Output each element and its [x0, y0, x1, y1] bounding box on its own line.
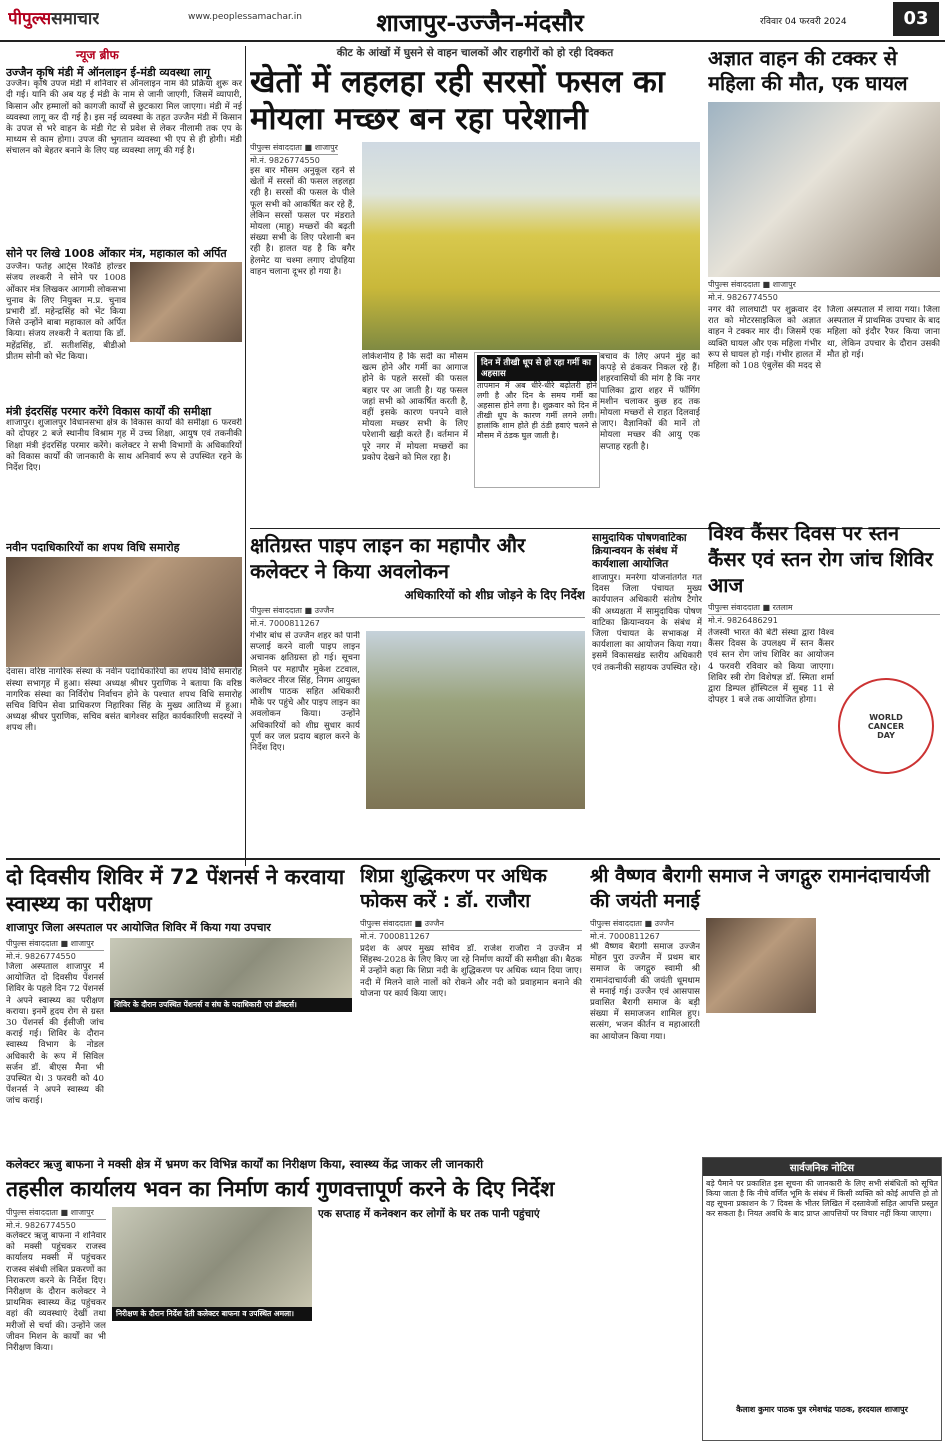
main-col-2-text: लोकेशनीय है कि सर्दी का मौसम खत्म होने और गर्मी का आगाज होने के पहले सरसों की फसल बहार पर आ जाती है। यह फसल जहां सभी को आकर्षित करती है, वहीं इसके कारण पनपने वाले मोयला मच्छर सभी के लिए परेशानी खड़ी करते हैं। वर्तमान में पूरे नगर में मोयला मच्छरों का प्रकोप देखने को मिल रहा है। [362, 352, 468, 463]
section-rule [6, 858, 940, 860]
pipeline-subhead: अधिकारियों को शीघ्र जोड़ने के दिए निर्देश [404, 588, 585, 602]
collector-kicker: कलेक्टर ऋजु बाफना ने मक्सी क्षेत्र में भ्रमण कर विभिन्न कार्यों का निरीक्षण किया, स्वास्थ्य केंद्र जाकर ली जानकारी [6, 1157, 484, 1171]
collector-inner-head: एक सप्ताह में कनेक्शन कर लोगों के घर तक पानी पहुंचाएं [318, 1208, 540, 1220]
main-col-1 [250, 166, 355, 516]
news-brief-column [6, 46, 242, 876]
accident-story [708, 46, 940, 516]
main-col-3 [600, 352, 700, 522]
main-col-3-text: बचाव के लिए अपने मुंह को कपड़े से ढंककर निकल रहे हैं। शहरवासियों की मांग है कि नगर पालिका द्वारा शहर में फॉगिंग मशीन चलाकर कुछ हद तक मोयला मच्छरों से राहत दिलवाई जाए। वैज्ञानिकों की मानें तो मोयला मच्छर की आयु एक सप्ताह रहती है। [600, 352, 700, 452]
website-url[interactable]: www.peoplessamachar.in [188, 12, 302, 22]
news-brief-label: न्यूज ब्रीफ [76, 48, 119, 62]
world-cancer-day-logo [838, 678, 934, 774]
notice-footer: कैलाश कुमार पाठक पुत्र रमेशचंद्र पाठक, हरदयाल शाजापुर [736, 1405, 908, 1414]
pipeline-story [250, 532, 585, 854]
vaishnav-photo [706, 918, 816, 1013]
vaishnav-mobile: मो.नं. 7000811267 [590, 932, 660, 941]
pensioners-photo [110, 938, 352, 998]
brief-body-3: शाजापुर। शुजालपुर विधानसभा क्षेत्र के विकास कार्यों की समीक्षा 6 फरवरी को दोपहर 2 बजे स्थानीय विश्राम गृह में उच्च शिक्षा, आयुष एवं तकनीकी शिक्षा मंत्री इंदरसिंह परमार करेंगे। कलेक्टर ने सभी विभागों के अधिकारियों को विकास कार्यों की जानकारी के साथ अनिवार्य रूप से उपस्थित रहने के निर्देश दिए। [6, 418, 242, 474]
main-col-1-text: इस बार मौसम अनुकूल रहने से खेतों में सरसों की फसल लहलहा रही है। सरसों की फसल के पीले फूल सभी को आकर्षित कर रहे हैं, लेकिन सरसों फसल पर मंडराते मोयला (माहू) मच्छरों की बढ़ती संख्या सभी के लिए परेशानी बन रही है। हालत यह है कि बगैर हेलमेट या चश्मा लगाए दोपहिया वाहन चलाना दूभर हो गया है। [250, 166, 355, 277]
brief-headline-1: उज्जैन कृषि मंडी में ऑनलाइन ई-मंडी व्यवस्था लागू [6, 66, 211, 79]
main-col-2 [362, 352, 468, 522]
pensioners-headline: दो दिवसीय शिविर में 72 पेंशनर्स ने करवाया स्वास्थ्य का परीक्षण [6, 865, 345, 916]
main-mobile: मो.नं. 9826774550 [250, 156, 320, 165]
brief-photo-4 [6, 557, 242, 667]
cancer-byline: पीपुल्स संवाददाता ■ रतलाम [708, 602, 940, 615]
main-headline: खेतों में लहलहा रही सरसों फसल का मोयला मच्छर बन रहा परेशानी [250, 64, 665, 137]
weather-box-text: तापमान में अब धीरे-धीरे बढ़ोतरी होने लगी है और दिन के समय गर्मी का अहसास होने लगा है। शुक्रवार को दिन में तीखी धूप के कारण गर्मी लगने लगी। हालांकि शाम होते ही ठंडी हवाएं चलने से मौसम में ठंडक घुल जाती है। [477, 381, 597, 440]
pensioners-mobile: मो.नं. 9826774550 [6, 952, 76, 961]
shipra-body: प्रदेश के अपर मुख्य सचिव डॉ. राजेश राजौरा ने उज्जैन में सिंहस्थ-2028 के लिए किए जा रहे निर्माण कार्यों की समीक्षा की। बैठक में उन्होंने कहा कि शिप्रा नदी के शुद्धिकरण पर अधिक ध्यान दिया जाए। नदी में मिलने वाले नालों को रोकने और नदी को प्रवाहमान बनाने की योजना पर कार्य किया जाए। [360, 944, 582, 999]
nutrition-headline: सामुदायिक पोषणवाटिका क्रियान्वयन के संबंध में कार्यशाला आयोजित [592, 532, 687, 570]
pensioners-photo-caption: शिविर के दौरान उपस्थित पेंशनर्स व संघ के पदाधिकारी एवं डॉक्टर्स। [110, 998, 352, 1012]
column-divider [245, 46, 246, 866]
publication-logo: पीपुल्ससमाचार [8, 9, 100, 29]
pipeline-photo [366, 631, 585, 809]
issue-date: रविवार 04 फरवरी 2024 [760, 17, 847, 27]
shipra-mobile: मो.नं. 7000811267 [360, 932, 430, 941]
pensioners-byline: पीपुल्स संवाददाता ■ शाजापुर [6, 938, 104, 951]
public-notice [702, 1157, 942, 1441]
brief-photo-2 [130, 262, 242, 342]
nutrition-body: शाजापुर। मनरेगा योजनांतर्गत गत दिवस जिला पंचायत मुख्य कार्यपालन अधिकारी संतोष टैगोर की अध्यक्षता में सामुदायिक पोषण वाटिका क्रियान्वयन के संबंध में जिला पंचायत के सभाकक्ष में कार्यशाला का आयोजन किया गया। इसमें विकासखंड स्तरीय अधिकारी एवं तकनीकी सहायक उपस्थित रहे। [592, 573, 702, 673]
collector-photo [112, 1207, 312, 1307]
weather-box-title: दिन में तीखी धूप से हो रहा गर्मी का अहसास [477, 355, 597, 381]
collector-story [6, 1157, 696, 1441]
pensioners-subhead: शाजापुर जिला अस्पताल पर आयोजित शिविर में किया गया उपचार [6, 921, 271, 934]
hospital-photo [708, 102, 940, 277]
main-story [250, 46, 700, 526]
collector-byline: पीपुल्स संवाददाता ■ शाजापुर [6, 1207, 106, 1220]
edition-title: शाजापुर-उज्जैन-मंदसौर [376, 9, 584, 37]
shipra-story [360, 864, 582, 1154]
cancer-story [708, 520, 940, 854]
main-byline: पीपुल्स संवाददाता ■ शाजापुर [250, 142, 338, 155]
notice-title: सार्वजनिक नोटिस [703, 1158, 941, 1176]
badge-line-2: CANCER [867, 721, 905, 731]
weather-box [474, 352, 600, 488]
brief-headline-4: नवीन पदाधिकारियों का शपथ विधि समारोह [6, 541, 180, 555]
vaishnav-byline: पीपुल्स संवाददाता ■ उज्जैन [590, 918, 700, 931]
accident-headline: अज्ञात वाहन की टक्कर से महिला की मौत, एक घायल [708, 46, 908, 95]
vaishnav-story [590, 864, 940, 1154]
mustard-field-photo [362, 142, 700, 350]
logo-sub: समाचार [51, 9, 100, 29]
collector-headline: तहसील कार्यालय भवन का निर्माण कार्य गुणवत्तापूर्ण करने के दिए निर्देश [6, 1177, 555, 1201]
badge-line-1: WORLD [869, 712, 903, 722]
cancer-mobile: मो.नं. 9826486291 [708, 616, 778, 625]
collector-mobile: मो.नं. 9826774550 [6, 1221, 76, 1230]
vaishnav-body: श्री वैष्णव बैरागी समाज उज्जैन मोहन पुरा उज्जैन में प्रथम बार समाज के जगद्गुरु स्वामी श्री रामानंदाचार्यजी की जयंती धूमधाम से मनाई गई। उज्जैन एवं आसपास प्रवासित बैरागी समाज के बड़ी संख्या में समाजजन शामिल हुए। सत्संग, भजन कीर्तन व महाआरती का आयोजन किया गया। [590, 942, 700, 1042]
brief-body-4: देवास। वरिष्ठ नागरिक संस्था के नवीन पदाधिकारियों का शपथ विधि समारोह संस्था सभागृह में हुआ। संस्था अध्यक्ष श्रीधर पुराणिक ने बताया कि वरिष्ठ नागरिक संस्था का निर्विरोध निर्वाचन होने के पश्चात शपथ विधि समारोह सचिव विपिन सेवा प्राधिकरण निहारिका सिंह के मुख्य आतिथ्य में हुआ। अध्यक्ष श्रीधर पुराणिक, सचिव बसंत बागेश्वर सहित कार्यकारिणी सदस्यों ने शपथ ली। [6, 667, 242, 734]
masthead [0, 0, 945, 42]
pipeline-body: गंभीर बांध से उज्जैन शहर को पानी सप्लाई करने वाली पाइप लाइन अचानक क्षतिग्रस्त हो गई। सूचना मिलने पर महापौर मुकेश टटवाल, कलेक्टर नीरज सिंह, निगम आयुक्त आशीष पाठक सहित अधिकारी मौके पर पहुंचे और पाइप लाइन का अवलोकन किया। उन्होंने अधिकारियों को शीघ्र सुधार कार्य पूर्ण कर जल प्रदाय बहाल करने के निर्देश दिए। [250, 631, 360, 754]
brief-headline-2: सोने पर लिखे 1008 ओंकार मंत्र, महाकाल को अर्पित [6, 247, 227, 261]
page-number: 03 [893, 2, 939, 36]
brief-headline-3: मंत्री इंदरसिंह परमार करेंगे विकास कार्यों की समीक्षा [6, 405, 212, 419]
collector-body: कलेक्टर ऋजु बाफना ने शनिवार को मक्सी पहुंचकर राजस्व कार्यालय मक्सी में पहुंचकर राजस्व संबंधी लंबित प्रकरणों का निराकरण करने के निर्देश दिए। निरीक्षण के दौरान कलेक्टर ने प्राथमिक स्वास्थ्य केंद्र पहुंचकर वहां की व्यवस्थाएं देखीं तथा मरीजों से चर्चा की। उन्होंने जल जीवन मिशन के कार्यों का भी निरीक्षण किया। [6, 1231, 106, 1354]
cancer-headline: विश्व कैंसर दिवस पर स्तन कैंसर एवं स्तन रोग जांच शिविर आज [708, 521, 933, 597]
pipeline-byline: पीपुल्स संवाददाता ■ उज्जैन [250, 605, 585, 618]
shipra-headline: शिप्रा शुद्धिकरण पर अधिक फोकस करें : डॉ. राजौरा [360, 865, 547, 912]
accident-mobile: मो.नं. 9826774550 [708, 293, 778, 302]
cancer-body: तेजस्वी भारत की बेटी संस्था द्वारा विश्व कैंसर दिवस के उपलक्ष्य में स्तन कैंसर एवं स्तन रोग जांच शिविर का आयोजन 4 फरवरी रविवार को किया जाएगा। शिविर स्त्री रोग विशेषज्ञ डॉ. स्मिता शर्मा द्वारा डिम्पल हॉस्पिटल में सुबह 11 से दोपहर 1 बजे तक आयोजित होगा। [708, 628, 834, 706]
notice-body: बड़े पैमाने पर प्रकाशित इस सूचना की जानकारी के लिए सभी संबंधितों को सूचित किया जाता है कि नीचे वर्णित भूमि के संबंध में किसी व्यक्ति को कोई आपत्ति हो तो वह सूचना प्रकाशन के 7 दिवस के भीतर लिखित में दस्तावेजों सहित आपत्ति प्रस्तुत कर सकता है। नियत अवधि के बाद प्राप्त आपत्तियों पर विचार नहीं किया जाएगा। [706, 1179, 938, 1218]
pipeline-mobile: मो.नं. 7000811267 [250, 619, 320, 628]
accident-byline: पीपुल्स संवाददाता ■ शाजापुर [708, 279, 940, 292]
collector-photo-caption: निरीक्षण के दौरान निर्देश देती कलेक्टर बाफना व उपस्थित अमला। [112, 1307, 312, 1321]
pipeline-headline: क्षतिग्रस्त पाइप लाइन का महापौर और कलेक्टर ने किया अवलोकन [250, 533, 526, 583]
vaishnav-headline: श्री वैष्णव बैरागी समाज ने जगद्गुरु रामानंदाचार्यजी की जयंती मनाई [590, 865, 930, 912]
nutrition-story [592, 532, 702, 854]
shipra-byline: पीपुल्स संवाददाता ■ उज्जैन [360, 918, 582, 931]
brief-body-2: उज्जैन। फतेह आर्ट्स रिकॉर्ड होल्डर संजय लश्करी ने सोने पर 1008 ओंकार मंत्र लिखकर आगामी लोकसभा चुनाव के लिए नियुक्त म.प्र. चुनाव प्रभारी डॉ. महेन्द्रसिंह को भेंट किया जिसे उन्होंने बाबा महाकाल को अर्पित किया। संजय लश्करी ने बताया कि डॉ. महेंद्रसिंह, डॉ. सतीशसिंह, बीडीओ प्रीतम सोनी को भेंट किया। [6, 262, 126, 362]
pensioners-body: जिला अस्पताल शाजापुर में आयोजित दो दिवसीय पेंशनर्स शिविर के पहले दिन 72 पेंशनर्स ने अपने स्वास्थ्य का परीक्षण कराया। इनमें हृदय रोग से ग्रस्त 30 पेंशनर्स की ईसीजी जांच कराई गई। शिविर के दौरान स्वास्थ्य विभाग के नोडल अधिकारी के रूप में सिविल सर्जन डॉ. बीएस मैना भी उपस्थित थे। 3 फरवरी को 40 पेंशनर्स ने अपने स्वास्थ्य की जांच कराई। [6, 962, 104, 1107]
pensioners-story [6, 864, 352, 1154]
accident-body: नगर की लालघाटी पर शुक्रवार देर रात को मोटरसाइकिल को अज्ञात वाहन ने टक्कर मार दी। जिसमें एक व्यक्ति घायल और एक महिला गंभीर रूप से घायल हो गई। गंभीर हालत में महिला को 108 एंबुलेंस की मदद से जिला अस्पताल में लाया गया। जिला अस्पताल में प्राथमिक उपचार के बाद महिला को इंदौर रैफर किया जाना था, लेकिन उपचार के दौरान उसकी मौत हो गई। [708, 305, 940, 372]
brief-body-1: उज्जैन। कृषि उपज मंडी में शनिवार से ऑनलाइन नाम की प्रक्रिया शुरू कर दी गई। यानि की अब यह ई मंडी के नाम से जानी जाएगी, जिसमें व्यापारी, किसान और हम्मालों को कागजी कार्यों से छुटकारा मिल जाएगा। मंडी में नई व्यवस्था लागू कर दी गई है। इस नई व्यवस्था के तहत उज्जैन मंडी में किसान के उपज से भरे वाहन के मंडी गेट से प्रवेश से लेकर नीलामी तक एप के माध्यम से काम होगा। उपज की भुगतान व्यवस्था भी एप से ही होगी। मंडी संचालन को बेहतर बनाने के लिए यह व्यवस्था लागू की गई है। [6, 79, 242, 157]
badge-line-3: DAY [877, 730, 895, 740]
main-kicker: कीट के आंखों में घुसने से वाहन चालकों और राहगीरों को हो रही दिक्कत [336, 47, 614, 59]
